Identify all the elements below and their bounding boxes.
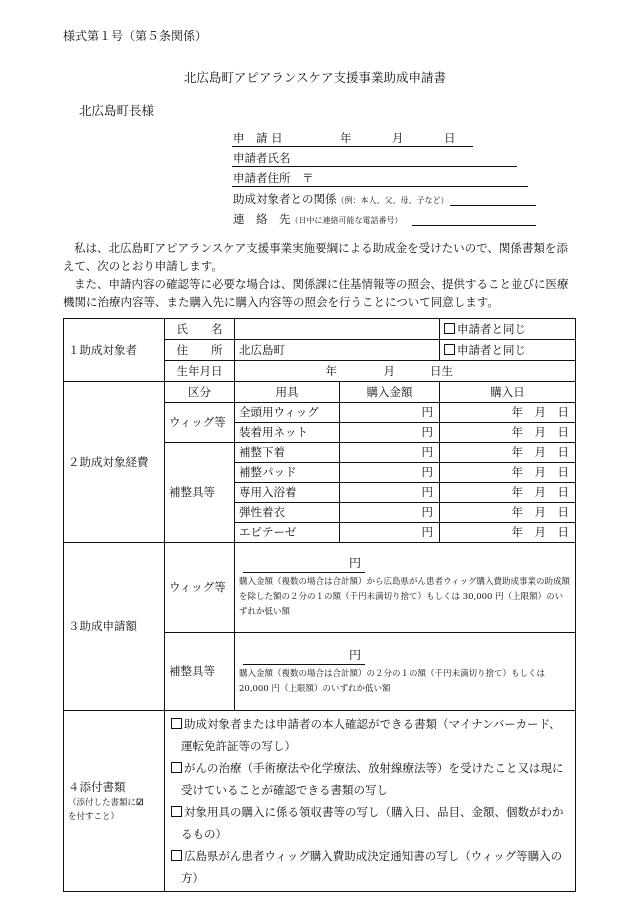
amount-field[interactable]: 円 [340, 443, 440, 463]
checkbox-icon[interactable] [171, 762, 182, 773]
relation-example: （例：本人、父、母、子など） [336, 196, 449, 205]
relation-label [233, 191, 449, 207]
amount-field[interactable]: 円 [340, 403, 440, 423]
application-date-label: 申 請 日 [233, 131, 283, 145]
attachment-item[interactable] [171, 713, 569, 757]
subject-dob-label: 生年月日 [165, 361, 235, 382]
application-date-field[interactable] [232, 146, 473, 147]
checkbox-icon[interactable] [171, 806, 182, 817]
section2-label: ２助成対象経費 [64, 382, 165, 543]
wig-category: ウィッグ等 [165, 403, 235, 443]
same-as-applicant-label: 申請者と同じ [457, 342, 526, 357]
attachment-text: 対象用具の購入に係る領収書等の写し（購入日、品目、金額、個数がわかるもの） [181, 805, 564, 841]
purchase-date-field[interactable]: 年 月 日 [440, 403, 576, 423]
same-as-applicant-label: 申請者と同じ [457, 321, 526, 336]
amount-field[interactable]: 円 [340, 423, 440, 443]
request-aid-amount-field[interactable]: 円 [243, 647, 365, 665]
purchase-date-field[interactable]: 年 月 日 [440, 523, 576, 543]
section1-label: １助成対象者 [64, 319, 165, 382]
purchase-date-field[interactable]: 年 月 日 [440, 443, 576, 463]
subject-name-same-option[interactable] [440, 319, 576, 340]
request-wig-note: 購入金額（複数の場合は合計額）から広島県がん患者ウィッグ購入費助成事業の助成額を除した額の２分の１の額（千円未満切り捨て）もしくは 30,000 円（上限額）のいずれか低い額 [239, 577, 570, 617]
section3-label: ３助成申請額 [64, 543, 165, 711]
checkbox-icon[interactable] [171, 718, 182, 729]
purchase-date-field[interactable]: 年 月 日 [440, 463, 576, 483]
header-category: 区分 [165, 382, 235, 403]
checkbox-icon[interactable] [171, 850, 182, 861]
purchase-date-field[interactable]: 年 月 日 [440, 483, 576, 503]
attachment-item[interactable] [171, 801, 569, 845]
contact-label [233, 211, 403, 227]
contact-note: （日中に連絡可能な電話番号） [290, 216, 403, 225]
item-name: 全頭用ウィッグ [235, 403, 340, 423]
attachment-text: 助成対象者または申請者の本人確認ができる書類（マイナンバーカード、運転免許証等の写し） [181, 717, 561, 753]
item-name: 補整パッド [235, 463, 340, 483]
purchase-date-field[interactable]: 年 月 日 [440, 503, 576, 523]
request-wig-cell [235, 543, 576, 633]
subject-name-field[interactable] [235, 319, 440, 340]
subject-dob-field[interactable] [235, 361, 576, 382]
section4-note [68, 796, 160, 824]
dob-year: 年 [325, 363, 337, 378]
item-name: 専用入浴着 [235, 483, 340, 503]
expense-header-row [64, 382, 576, 403]
relation-field[interactable] [450, 205, 536, 206]
contact-field[interactable] [412, 225, 536, 226]
request-aid-note: 購入金額（複数の場合は合計額）の２分の１の額（千円未満切り捨て）もしくは 20,000 円（上限額）のいずれか低い額 [239, 668, 546, 694]
checkbox-icon[interactable] [444, 344, 455, 355]
amount-field[interactable]: 円 [340, 463, 440, 483]
form-number: 様式第１号（第５条関係） [63, 29, 208, 43]
section4-label-cell [64, 711, 165, 892]
relation-label-text: 助成対象者との関係 [233, 192, 337, 206]
amount-field[interactable]: 円 [340, 523, 440, 543]
item-name: 弾性着衣 [235, 503, 340, 523]
header-date: 購入日 [440, 382, 576, 403]
aid-category: 補整具等 [165, 443, 235, 543]
dob-day: 日生 [430, 363, 453, 378]
request-wig-row [64, 543, 576, 633]
applicant-name-label: 申請者氏名 [233, 151, 291, 165]
application-day: 日 [444, 131, 456, 145]
dob-month: 月 [383, 363, 395, 378]
header-item: 用具 [235, 382, 340, 403]
attachment-item[interactable] [171, 845, 569, 889]
subject-address-field[interactable]: 北広島町 [235, 340, 440, 361]
section4-label: ４添付書類 [68, 779, 126, 794]
amount-field[interactable]: 円 [340, 503, 440, 523]
subject-address-same-option[interactable] [440, 340, 576, 361]
request-aid-category: 補整具等 [165, 633, 235, 711]
attachment-item[interactable] [171, 757, 569, 801]
consent-paragraph-1: 私は、北広島町アピアランスケア支援事業実施要綱による助成金を受けたいので、関係書類を添えて、次のとおり申請します。 [63, 241, 568, 273]
attachments-row [64, 711, 576, 892]
item-name: エピテーゼ [235, 523, 340, 543]
attachments-list [165, 711, 576, 892]
page-title: 北広島町アピアランスケア支援事業助成申請書 [183, 70, 447, 85]
applicant-name-field[interactable] [232, 166, 517, 167]
application-table [63, 318, 576, 892]
item-name: 補整下着 [235, 443, 340, 463]
subject-address-label: 住 所 [165, 340, 235, 361]
application-year: 年 [340, 131, 352, 145]
addressee: 北広島町長様 [79, 103, 155, 118]
section4-note-2: を付すこと） [68, 811, 120, 822]
consent-paragraph-2: また、申請内容の確認等に必要な場合は、関係課に住基情報等の照会、提供すること並びに医療機関に治療内容等、また購入先に購入内容等の照会を行うことについて同意します。 [63, 277, 569, 309]
request-wig-amount-field[interactable]: 円 [243, 555, 365, 573]
attachment-text: 広島県がん患者ウィッグ購入費助成決定通知書の写し（ウィッグ等購入の方） [181, 849, 563, 885]
subject-name-row [64, 319, 576, 340]
amount-field[interactable]: 円 [340, 483, 440, 503]
request-wig-category: ウィッグ等 [165, 543, 235, 633]
request-aid-cell [235, 633, 576, 711]
application-month: 月 [392, 131, 404, 145]
subject-name-label: 氏 名 [165, 319, 235, 340]
applicant-address-field[interactable] [232, 186, 528, 187]
applicant-address-label: 申請者住所 〒 [233, 171, 314, 185]
section4-note-1: （添付した書類に [68, 797, 137, 808]
contact-label-text: 連 絡 先 [233, 212, 291, 226]
item-name: 装着用ネット [235, 423, 340, 443]
header-amount: 購入金額 [340, 382, 440, 403]
attachment-text: がんの治療（手術療法や化学療法、放射線療法等）を受けたこと又は現に受けていることが確認できる書類の写し [181, 761, 564, 797]
purchase-date-field[interactable]: 年 月 日 [440, 423, 576, 443]
checkmark-box-icon: ☑ [136, 797, 144, 808]
checkbox-icon[interactable] [444, 323, 455, 334]
